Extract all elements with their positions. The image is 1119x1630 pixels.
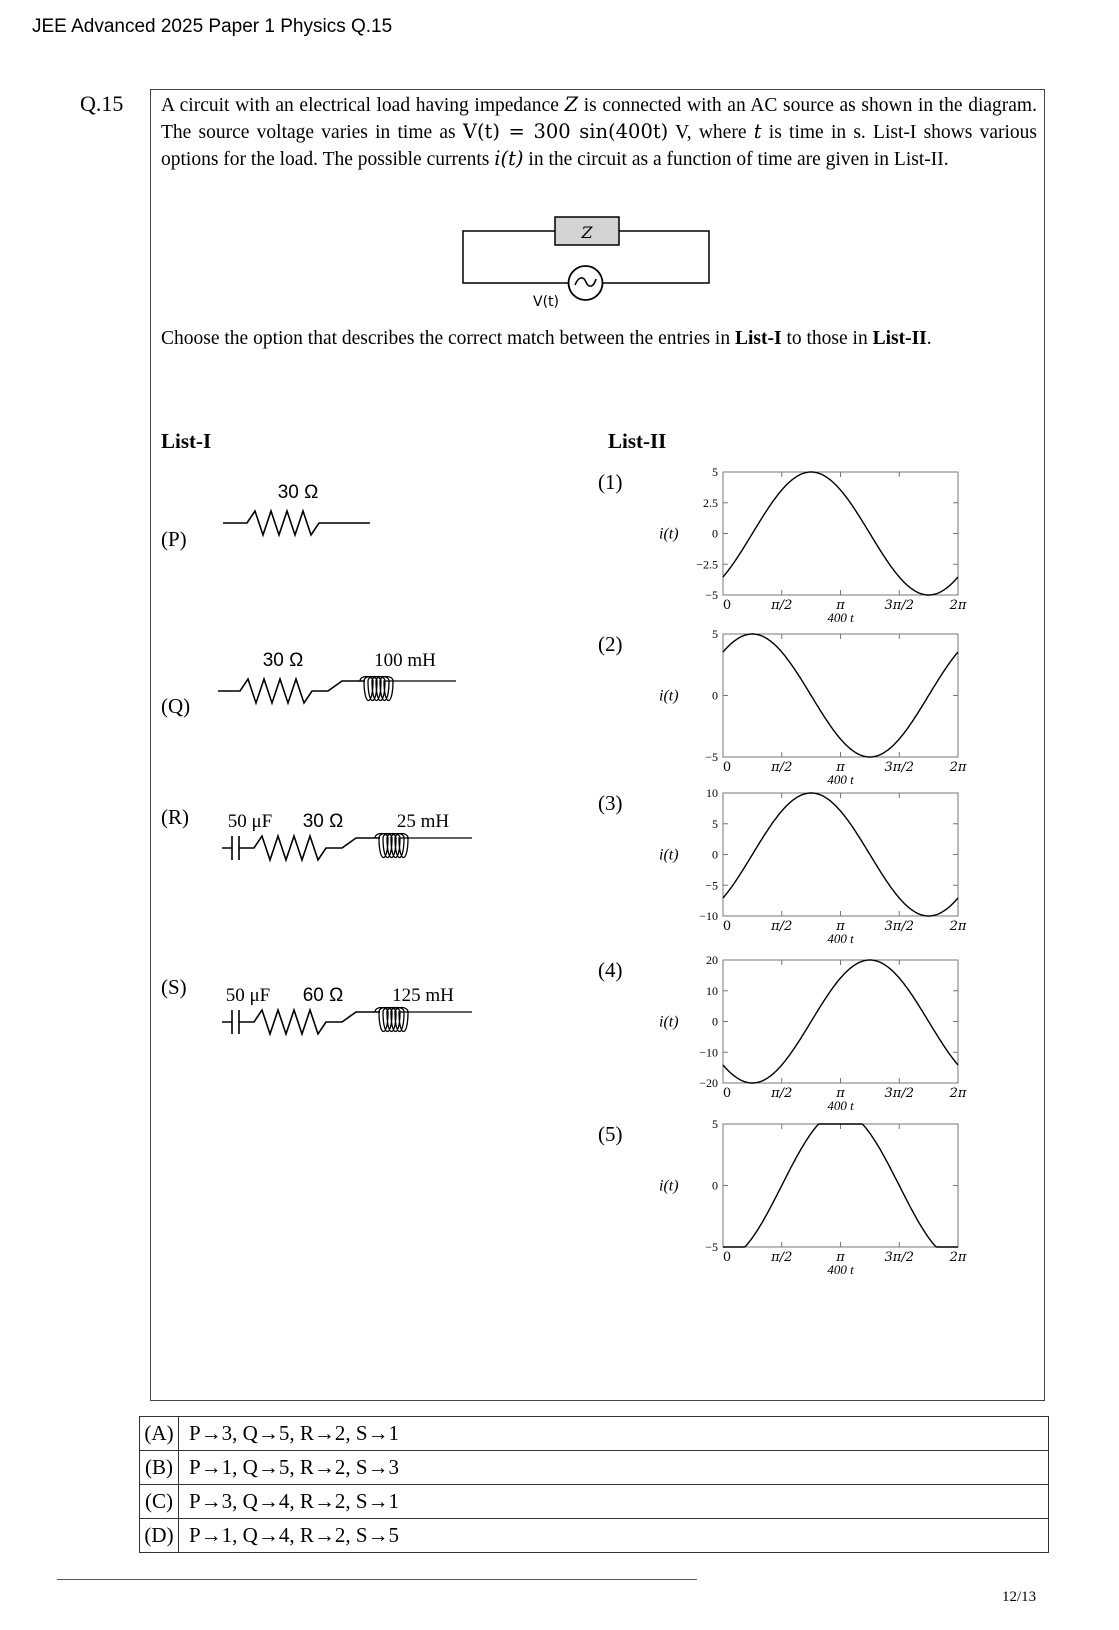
y-tick-label: 5	[712, 816, 718, 831]
choose-instruction: Choose the option that describes the correct match between the entries in List-I to those in List-II.	[161, 328, 932, 349]
x-tick-label: π/2	[771, 1250, 793, 1265]
current-graph	[655, 1114, 995, 1289]
y-axis-label: i(t)	[659, 1177, 679, 1195]
y-tick-label: 5	[712, 627, 718, 641]
svg-text:30 Ω: 30 Ω	[277, 482, 319, 503]
x-axis-label: 400 t	[827, 610, 854, 625]
resistor-p	[215, 476, 375, 546]
footer-divider	[57, 1579, 697, 1580]
y-tick-label: 2.5	[703, 495, 718, 510]
option-key: (C)	[140, 1485, 179, 1519]
list2-label: (5)	[598, 1122, 623, 1146]
option-key: (A)	[140, 1417, 179, 1451]
current-curve	[723, 472, 958, 595]
list2-label: (2)	[598, 632, 623, 656]
list1-label-r: (R)	[161, 805, 189, 829]
impedance-label: Z	[581, 223, 593, 242]
list1-heading: List-I	[161, 429, 212, 453]
current-graph	[655, 624, 995, 799]
x-tick-label: 3π/2	[884, 1086, 914, 1101]
current-curve	[723, 960, 958, 1083]
answer-options	[139, 1416, 1049, 1553]
y-tick-label: 20	[706, 953, 718, 967]
y-axis-label: i(t)	[659, 525, 679, 543]
option-key: (B)	[140, 1451, 179, 1485]
y-axis-label: i(t)	[659, 1013, 679, 1031]
y-tick-label: 5	[712, 1117, 718, 1131]
y-tick-label: −10	[699, 1045, 718, 1060]
source-label: V(t)	[533, 294, 559, 310]
x-axis-label: 400 t	[827, 1098, 854, 1113]
svg-text:100 mH: 100 mH	[374, 650, 436, 671]
y-tick-label: −20	[699, 1076, 718, 1090]
x-tick-label: 3π/2	[884, 760, 914, 775]
x-axis-label: 400 t	[827, 772, 854, 787]
x-tick-label: π/2	[771, 1086, 793, 1101]
page-number: 12/13	[1002, 1589, 1037, 1605]
x-tick-label: π/2	[771, 760, 793, 775]
page-header: JEE Advanced 2025 Paper 1 Physics Q.15	[32, 16, 393, 37]
list1-label-p: (P)	[161, 527, 187, 551]
x-tick-label: π	[836, 1250, 845, 1265]
x-tick-label: 2π	[949, 1250, 967, 1265]
option-text: P→1, Q→4, R→2, S→5	[179, 1519, 1049, 1553]
y-tick-label: 0	[712, 1178, 718, 1193]
question-number: Q.15	[80, 91, 124, 116]
y-tick-label: −10	[699, 909, 718, 923]
x-tick-label: 0	[722, 1250, 732, 1265]
y-tick-label: 10	[706, 983, 718, 998]
y-axis-label: i(t)	[659, 687, 679, 705]
svg-text:30 Ω: 30 Ω	[302, 811, 344, 832]
x-tick-label: 3π/2	[884, 598, 914, 613]
rlc-circuit-s	[220, 980, 480, 1050]
option-d[interactable]	[140, 1519, 1049, 1553]
option-text: P→3, Q→4, R→2, S→1	[179, 1485, 1049, 1519]
current-graph	[655, 783, 995, 958]
x-tick-label: 2π	[949, 1086, 967, 1101]
x-tick-label: 3π/2	[884, 1250, 914, 1265]
y-tick-label: 0	[712, 847, 718, 862]
svg-text:25 mH: 25 mH	[396, 811, 450, 832]
current-graph	[655, 462, 995, 637]
list2-label: (4)	[598, 958, 623, 982]
svg-text:50 μF: 50 μF	[225, 985, 271, 1006]
current-graph	[655, 950, 995, 1125]
x-axis-label: 400 t	[827, 1262, 854, 1277]
list1-label-s: (S)	[161, 975, 187, 999]
x-tick-label: π	[836, 919, 845, 934]
x-tick-label: π	[836, 598, 845, 613]
x-tick-label: 0	[722, 1086, 732, 1101]
y-tick-label: −5	[705, 1240, 718, 1254]
option-text: P→3, Q→5, R→2, S→1	[179, 1417, 1049, 1451]
y-tick-label: 0	[712, 688, 718, 703]
ac-source-icon	[569, 266, 603, 300]
x-tick-label: π	[836, 1086, 845, 1101]
svg-text:125 mH: 125 mH	[392, 985, 454, 1006]
x-axis-label: 400 t	[827, 931, 854, 946]
y-tick-label: 10	[706, 786, 718, 800]
x-tick-label: π	[836, 760, 845, 775]
option-a[interactable]	[140, 1417, 1049, 1451]
current-curve	[723, 793, 958, 916]
list1-label-q: (Q)	[161, 694, 191, 718]
svg-text:30 Ω: 30 Ω	[262, 650, 304, 671]
rl-circuit-q	[210, 645, 465, 715]
x-tick-label: π/2	[771, 598, 793, 613]
option-c[interactable]	[140, 1485, 1049, 1519]
y-axis-label: i(t)	[659, 846, 679, 864]
y-tick-label: 0	[712, 1014, 718, 1029]
y-tick-label: −5	[705, 588, 718, 602]
svg-text:60 Ω: 60 Ω	[302, 985, 344, 1006]
x-tick-label: 2π	[949, 760, 967, 775]
y-tick-label: −5	[705, 878, 718, 893]
y-tick-label: −2.5	[696, 557, 718, 572]
question-text: A circuit with an electrical load having impedance Z is connected with an AC source as shown in the diagram. The source voltage varies in time as V(t) = 300 sin(400t) V, where t is time in s. List-I shows various options for the load. The possible currents i(t) in the circuit as a function of time are given in List-II.	[161, 93, 1037, 170]
y-tick-label: 0	[712, 526, 718, 541]
x-tick-label: 2π	[949, 919, 967, 934]
list2-heading: List-II	[608, 429, 667, 453]
current-curve	[723, 634, 958, 757]
list2-label: (1)	[598, 470, 623, 494]
rlc-circuit-r	[220, 806, 480, 876]
x-tick-label: 0	[722, 760, 732, 775]
option-key: (D)	[140, 1519, 179, 1553]
x-tick-label: 2π	[949, 598, 967, 613]
option-b[interactable]	[140, 1451, 1049, 1485]
x-tick-label: π/2	[771, 919, 793, 934]
y-tick-label: −5	[705, 750, 718, 764]
x-tick-label: 0	[722, 919, 732, 934]
x-tick-label: 0	[722, 598, 732, 613]
svg-text:50 μF: 50 μF	[227, 811, 273, 832]
current-curve	[723, 1124, 958, 1247]
y-tick-label: 5	[712, 465, 718, 479]
option-text: P→1, Q→5, R→2, S→3	[179, 1451, 1049, 1485]
list2-label: (3)	[598, 791, 623, 815]
circuit-diagram	[455, 211, 725, 311]
x-tick-label: 3π/2	[884, 919, 914, 934]
